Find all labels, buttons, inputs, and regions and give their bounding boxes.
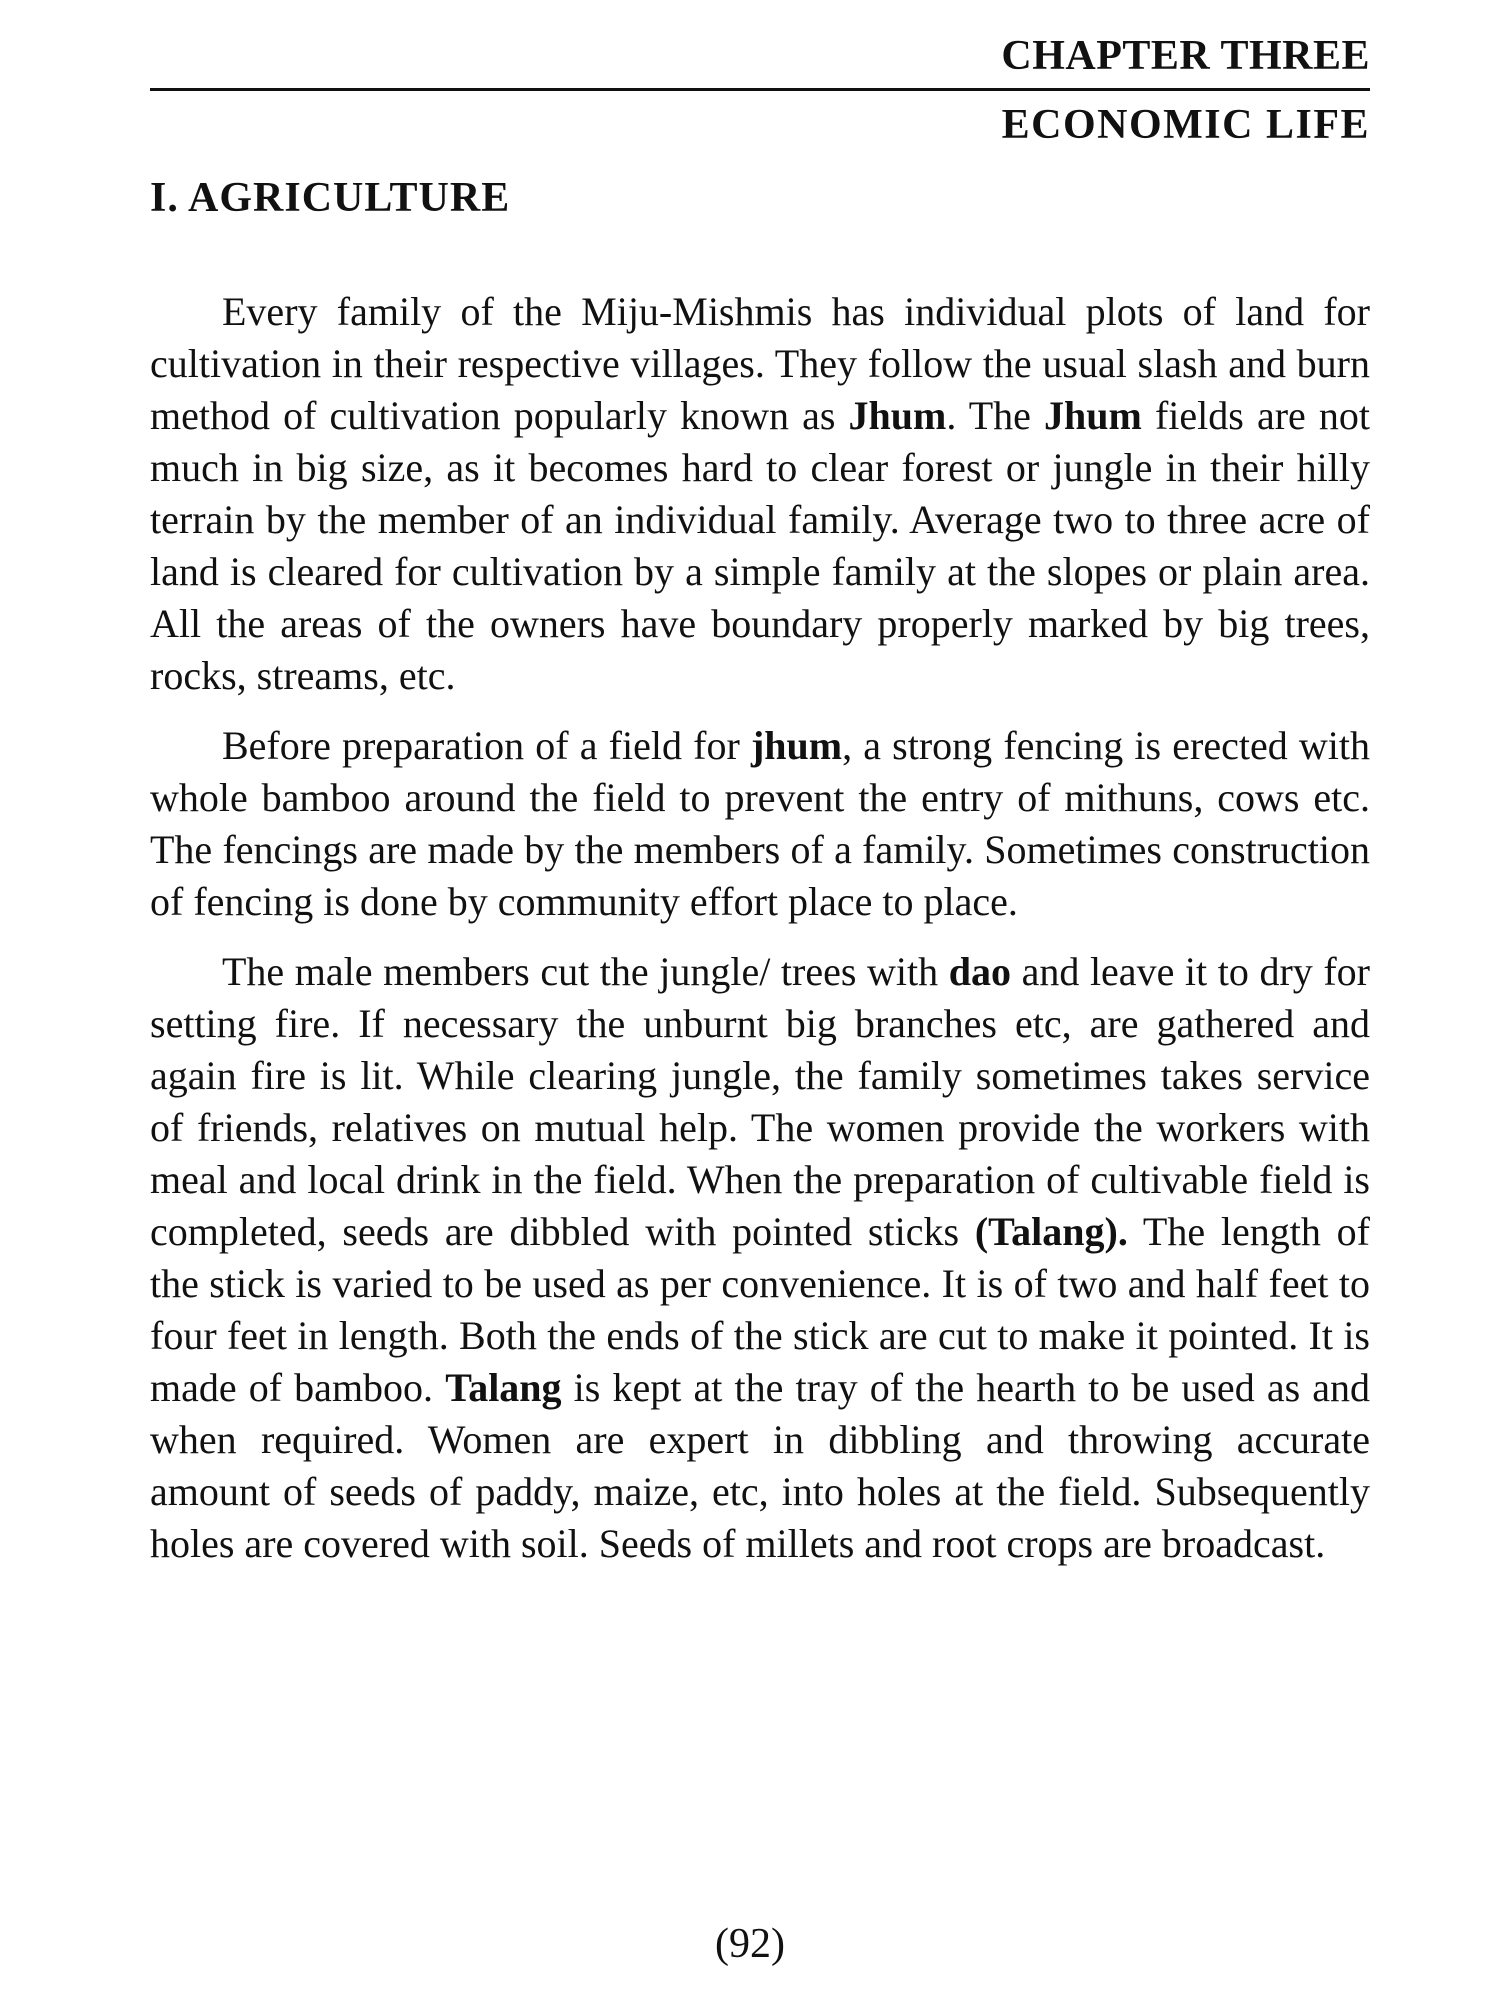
term-talang: Talang <box>445 1365 562 1410</box>
term-talang: (Talang). <box>974 1209 1128 1254</box>
text-run: and leave it to dry for setting fire. If necessary the unburnt big branches etc, are gathered and again fire is lit. While clearing jungle, the family sometimes takes service of friends, relatives on mutual help. The women provide the workers with meal and local drink in the field. When the preparation of cultivable field is completed, seeds are dibbled with pointed sticks <box>150 949 1370 1254</box>
text-run: The male members cut the jungle/ trees with <box>222 949 949 994</box>
term-dao: dao <box>948 949 1011 994</box>
text-run: Every family of the Miju-Mishmis has individual plots of land for cultivation in their respective villages. They follow the usual slash and burn method of cultivation popularly known as <box>150 289 1370 438</box>
section-heading: I. AGRICULTURE <box>150 175 511 221</box>
body-text <box>150 286 1370 1588</box>
chapter-label: CHAPTER THREE <box>1001 33 1370 79</box>
paragraph-1 <box>150 286 1370 702</box>
text-run: is kept at the tray of the hearth to be used as and when required. Women are expert in dibbling and throwing accurate amount of seeds of paddy, maize, etc, into holes at the field. Subsequently holes are covered with soil. Seeds of millets and root crops are broadcast. <box>150 1365 1371 1566</box>
running-header <box>150 30 1370 151</box>
chapter-title: ECONOMIC LIFE <box>1001 102 1370 148</box>
term-jhum: jhum <box>750 723 843 768</box>
text-run: . The <box>946 393 1045 438</box>
paragraph-3 <box>150 946 1370 1570</box>
term-jhum: Jhum <box>848 393 947 438</box>
text-run: The length of the stick is varied to be used as per convenience. It is of two and half feet to four feet in length. Both the ends of the stick are cut to make it pointed. It is made of bamboo. <box>150 1209 1370 1410</box>
page-number: (92) <box>715 1921 785 1967</box>
text-run: Before preparation of a field for <box>222 723 751 768</box>
text-run: fields are not much in big size, as it becomes hard to clear forest or jungle in their hilly terrain by the member of an individual family. Average two to three acre of land is cleared for cultivation by a simple family at the slopes or plain area. All the areas of the owners have boundary properly marked by big trees, rocks, streams, etc. <box>150 393 1370 698</box>
term-jhum: Jhum <box>1044 393 1142 438</box>
paragraph-2 <box>150 720 1370 928</box>
text-run: , a strong fencing is erected with whole bamboo around the field to prevent the entry of mithuns, cows etc. The fencings are made by the members of a family. Sometimes construction of fencing is done by community effort place to place. <box>150 723 1370 924</box>
